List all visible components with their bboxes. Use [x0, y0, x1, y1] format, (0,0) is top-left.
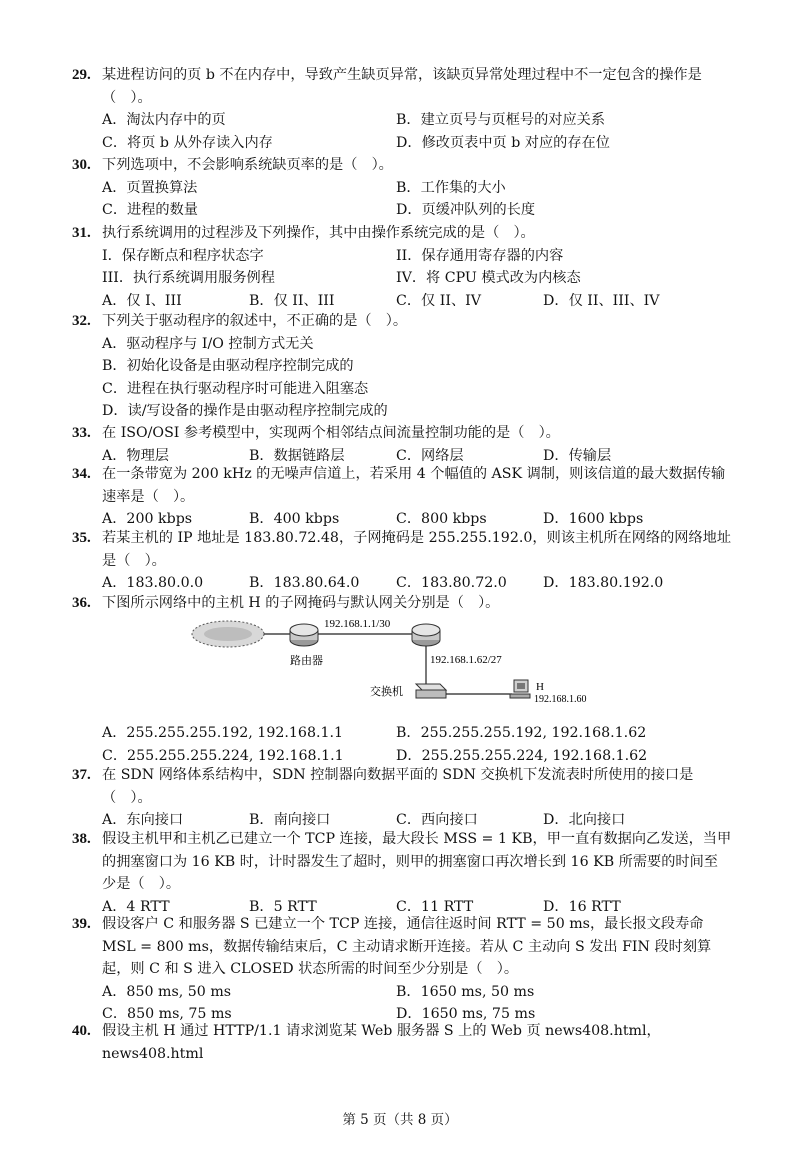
- computer-icon: [510, 680, 530, 698]
- question-32: [72, 310, 732, 423]
- statement-3: III．执行系统调用服务例程: [102, 270, 275, 286]
- option-b: B．仅 II、III: [249, 292, 335, 309]
- link-right-ip: 192.168.1.62/27: [430, 654, 502, 666]
- option-d: D．修改页表中页 b 对应的存在位: [396, 134, 610, 151]
- question-35: [72, 527, 732, 595]
- option-c: C．800 kbps: [396, 511, 487, 527]
- question-36: [72, 592, 732, 615]
- question-34: [72, 463, 732, 531]
- question-number: 35.: [72, 530, 91, 546]
- question-text: 若某主机的 IP 地址是 183.80.72.48，子网掩码是 255.255.192.0，则该主机所在网络的网络地址是（ ）。: [102, 530, 732, 569]
- option-a: A．850 ms, 50 ms: [102, 983, 232, 1000]
- option-c: C．183.80.72.0: [396, 575, 507, 591]
- option-c: C．进程的数量: [102, 202, 198, 218]
- question-text: 某进程访问的页 b 不在内存中，导致产生缺页异常，该缺页异常处理过程中不一定包含的操作是（ ）。: [102, 67, 702, 106]
- question-text: 假设主机 H 通过 HTTP/1.1 请求浏览某 Web 服务器 S 上的 Web 页 news408.html，news408.html: [102, 1023, 661, 1062]
- link-top-ip: 192.168.1.1/30: [324, 618, 391, 630]
- option-a: A．物理层: [102, 447, 169, 464]
- question-38: [72, 828, 732, 918]
- question-number: 34.: [72, 466, 91, 482]
- option-a: A．页置换算法: [102, 179, 198, 196]
- host-label: H: [536, 681, 544, 693]
- question-number: 31.: [72, 225, 91, 241]
- option-b: B．工作集的大小: [396, 179, 506, 196]
- question-text: 在 SDN 网络体系结构中，SDN 控制器向数据平面的 SDN 交换机下发流表时所使用的接口是（ ）。: [102, 767, 694, 806]
- option-a: A．255.255.255.192, 192.168.1.1: [102, 725, 344, 741]
- question-number: 39.: [72, 916, 91, 932]
- option-d: D．仅 II、III、IV: [543, 292, 660, 309]
- option-b: B．数据链路层: [249, 447, 345, 464]
- option-d: D．读/写设备的操作是由驱动程序控制完成的: [102, 403, 388, 419]
- host-ip: 192.168.1.60: [534, 694, 587, 705]
- option-c: C．进程在执行驱动程序时可能进入阻塞态: [102, 380, 369, 397]
- question-40: [72, 1020, 732, 1065]
- router-icon: [290, 624, 318, 646]
- option-a: A．东向接口: [102, 812, 184, 828]
- question-number: 32.: [72, 313, 91, 329]
- option-b: B．南向接口: [249, 812, 331, 828]
- option-c: C．西向接口: [396, 812, 478, 828]
- question-number: 30.: [72, 157, 91, 173]
- option-b: B．400 kbps: [249, 511, 340, 527]
- internet-cloud-icon: [192, 621, 264, 647]
- option-b: B．183.80.64.0: [249, 575, 360, 591]
- option-c: C．255.255.255.224, 192.168.1.1: [102, 747, 344, 764]
- statement-4: IV．将 CPU 模式改为内核态: [396, 270, 581, 286]
- option-a: A．200 kbps: [102, 511, 193, 527]
- question-text: 假设主机甲和主机乙已建立一个 TCP 连接，最大段长 MSS = 1 KB，甲一直有数据向乙发送，当甲的拥塞窗口为 16 KB 时，计时器发生了超时，则甲的拥塞窗口再次增长到 16 KB 所需要的时间至少是（ ）。: [102, 831, 732, 892]
- option-d: D．页缓冲队列的长度: [396, 202, 536, 218]
- question-29: [72, 64, 732, 154]
- question-number: 37.: [72, 767, 91, 783]
- question-number: 33.: [72, 425, 91, 441]
- network-diagram: [190, 614, 610, 720]
- question-text: 下列选项中，不会影响系统缺页率的是（ ）。: [102, 157, 393, 173]
- option-b: B．1650 ms, 50 ms: [396, 983, 535, 1000]
- option-c: C．仅 II、IV: [396, 292, 481, 309]
- router-label: 路由器: [290, 655, 323, 667]
- question-text: 下图所示网络中的主机 H 的子网掩码与默认网关分别是（ ）。: [102, 595, 500, 611]
- option-c: C．11 RTT: [396, 898, 474, 915]
- question-number: 29.: [72, 67, 91, 83]
- question-33: [72, 422, 732, 467]
- question-number: 38.: [72, 831, 91, 847]
- question-text: 假设客户 C 和服务器 S 已建立一个 TCP 连接，通信往返时间 RTT = 50 ms，最长报文段寿命 MSL = 800 ms，数据传输结束后，C 主动请求断开连接。若从 C 主动向 S 发出 FIN 段时刻算起，则 C 和 S 进入 CLOSED 状态所需的时间至少分别是（ ）。: [102, 916, 712, 977]
- option-d: D．北向接口: [543, 812, 626, 828]
- statement-2: II．保存通用寄存器的内容: [396, 247, 564, 264]
- option-a: A．驱动程序与 I/O 控制方式无关: [102, 335, 314, 352]
- question-30: [72, 154, 732, 222]
- switch-label: 交换机: [370, 686, 403, 698]
- statement-1: I．保存断点和程序状态字: [102, 247, 264, 264]
- question-31: [72, 222, 732, 312]
- option-b: B．255.255.255.192, 192.168.1.62: [396, 725, 647, 741]
- gateway-router-icon: [412, 624, 440, 646]
- option-a: A．仅 I、III: [102, 292, 182, 309]
- option-c: C．将页 b 从外存读入内存: [102, 134, 273, 151]
- option-c: C．网络层: [396, 447, 464, 464]
- option-d: D．183.80.192.0: [543, 575, 664, 591]
- question-number: 40.: [72, 1023, 91, 1039]
- switch-icon: [416, 684, 446, 698]
- option-a: A．183.80.0.0: [102, 575, 204, 591]
- option-d: D．1600 kbps: [543, 511, 644, 527]
- question-text: 执行系统调用的过程涉及下列操作，其中由操作系统完成的是（ ）。: [102, 225, 535, 241]
- question-number: 36.: [72, 595, 91, 611]
- question-text: 下列关于驱动程序的叙述中，不正确的是（ ）。: [102, 313, 408, 329]
- option-d: D．255.255.255.224, 192.168.1.62: [396, 747, 648, 764]
- question-37: [72, 764, 732, 832]
- option-b: B．5 RTT: [249, 898, 317, 915]
- option-a: A．淘汰内存中的页: [102, 112, 226, 128]
- option-d: D．传输层: [543, 447, 612, 464]
- option-b: B．初始化设备是由驱动程序控制完成的: [102, 358, 354, 374]
- network-diagram-svg: [190, 614, 610, 720]
- option-a: A．4 RTT: [102, 898, 170, 915]
- option-b: B．建立页号与页框号的对应关系: [396, 112, 606, 128]
- question-text: 在一条带宽为 200 kHz 的无噪声信道上，若采用 4 个幅值的 ASK 调制，则该信道的最大数据传输速率是（ ）。: [102, 466, 726, 505]
- page-footer: 第 5 页（共 8 页）: [342, 1112, 458, 1128]
- option-d: D．1650 ms, 75 ms: [396, 1006, 536, 1022]
- option-d: D．16 RTT: [543, 898, 621, 915]
- option-c: C．850 ms, 75 ms: [102, 1006, 232, 1022]
- question-36-options: [72, 722, 732, 767]
- question-text: 在 ISO/OSI 参考模型中，实现两个相邻结点间流量控制功能的是（ ）。: [102, 425, 560, 441]
- question-39: [72, 913, 732, 1026]
